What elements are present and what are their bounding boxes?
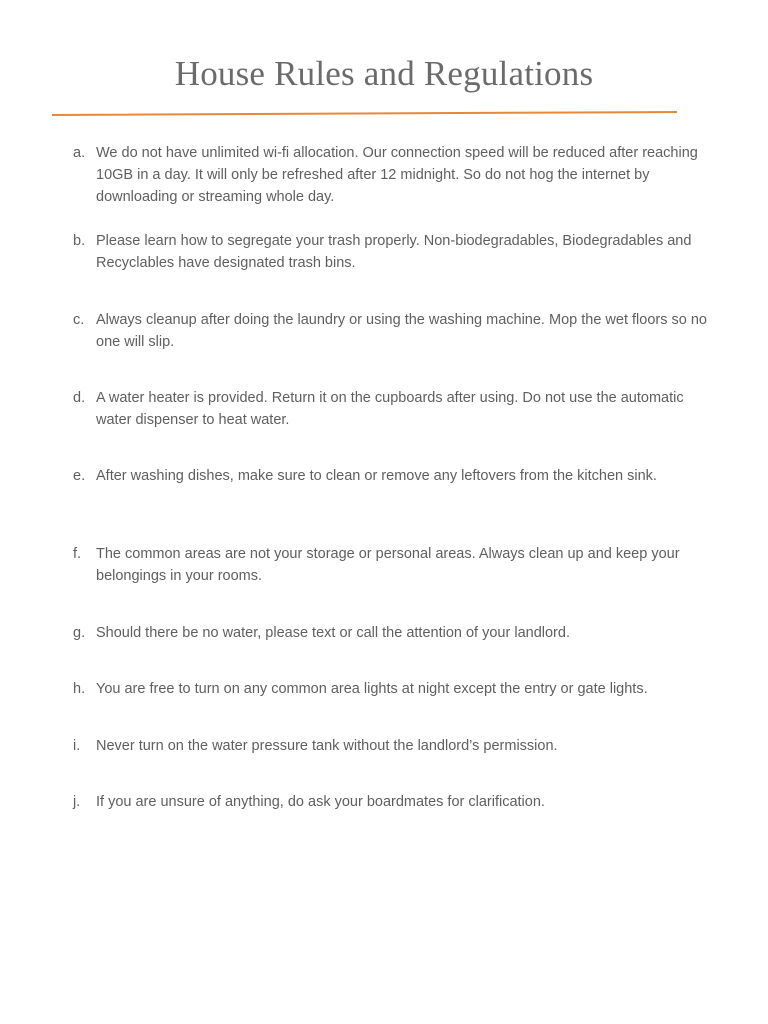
- rule-text: Always cleanup after doing the laundry or using the washing machine. Mop the wet floors so no one will slip.: [96, 312, 707, 350]
- rule-marker: d.: [73, 390, 86, 406]
- rule-text: We do not have unlimited wi-fi allocation. Our connection speed will be reduced after reaching 10GB in a day. It will only be refreshed after 12 midnight. So do not hog the internet by downloading or streaming whole day.: [96, 145, 698, 205]
- rule-item-h: [70, 678, 720, 700]
- rule-text: A water heater is provided. Return it on the cupboards after using. Do not use the automatic water dispenser to heat water.: [96, 390, 684, 428]
- rule-marker: a.: [73, 145, 86, 161]
- rule-text: Never turn on the water pressure tank without the landlord’s permission.: [96, 738, 558, 754]
- rule-item-a: [70, 142, 720, 208]
- rule-text: The common areas are not your storage or personal areas. Always clean up and keep your belongings in your rooms.: [96, 546, 680, 584]
- rule-text: Should there be no water, please text or call the attention of your landlord.: [96, 625, 570, 641]
- rule-item-b: [70, 230, 720, 274]
- rule-item-d: [70, 387, 720, 431]
- rule-item-j: [70, 791, 720, 813]
- rule-text: After washing dishes, make sure to clean or remove any leftovers from the kitchen sink.: [96, 468, 657, 484]
- rule-item-f: [70, 543, 720, 587]
- rule-marker: g.: [73, 625, 86, 641]
- rule-marker: b.: [73, 233, 86, 249]
- rule-item-g: [70, 622, 720, 644]
- rule-marker: i.: [73, 738, 81, 754]
- rule-marker: h.: [73, 681, 86, 697]
- rule-text: You are free to turn on any common area lights at night except the entry or gate lights.: [96, 681, 648, 697]
- rule-text: If you are unsure of anything, do ask your boardmates for clarification.: [96, 794, 545, 810]
- page-title: House Rules and Regulations: [174, 54, 594, 93]
- rule-marker: c.: [73, 312, 85, 328]
- rule-item-c: [70, 309, 720, 353]
- title-underline: [52, 111, 677, 116]
- rule-marker: j.: [73, 794, 81, 810]
- rule-text: Please learn how to segregate your trash properly. Non-biodegradables, Biodegradables and Recyclables have designated trash bins.: [96, 233, 692, 271]
- rule-item-i: [70, 735, 720, 757]
- rule-marker: e.: [73, 468, 86, 484]
- rule-marker: f.: [73, 546, 82, 562]
- rule-item-e: [70, 465, 720, 487]
